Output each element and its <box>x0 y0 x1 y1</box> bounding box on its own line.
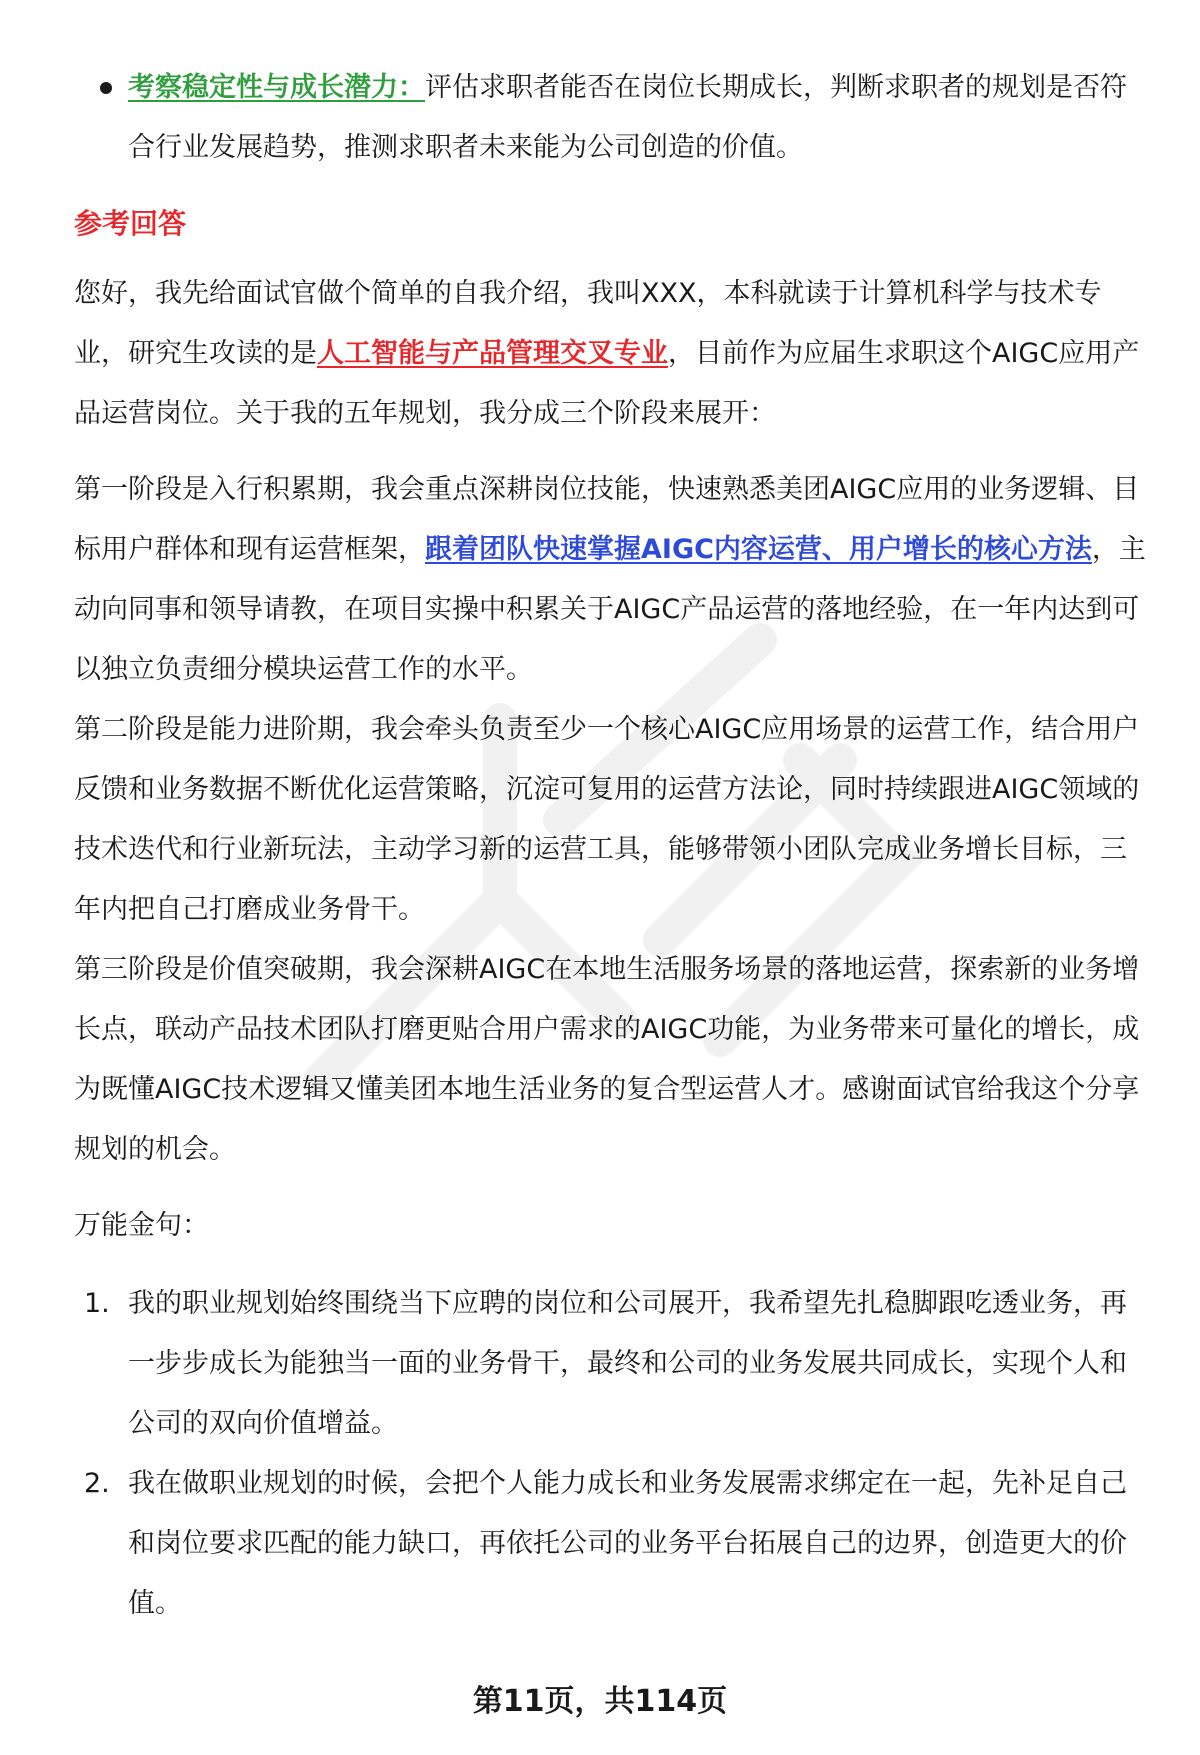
list-item <box>74 1454 1150 1634</box>
stage3-paragraph: 第三阶段是价值突破期，我会深耕AIGC在本地生活服务场景的落地运营，探索新的业务增长点，联动产品技术团队打磨更贴合用户需求的AIGC功能，为业务带来可量化的增长，成为既懂AIGC技术逻辑又懂美团本地生活业务的复合型运营人才。感谢面试官给我这个分享规划的机会。 <box>74 954 1140 1165</box>
list-number: 2. <box>84 1468 110 1499</box>
list-item-text: 我在做职业规划的时候，会把个人能力成长和业务发展需求绑定在一起，先补足自己和岗位要求匹配的能力缺口，再依托公司的业务平台拓展自己的边界，创造更大的价值。 <box>128 1468 1127 1619</box>
intro-text-part2: ，目前作为应届生求职这个AIGC应用产品运营岗位。关于我的五年规划，我分成三个阶段来展开： <box>74 338 1140 429</box>
stage1-highlight: 跟着团队快速掌握AIGC内容运营、用户增长的核心方法 <box>425 534 1092 565</box>
intro-text-part1: 您好，我先给面试官做个简单的自我介绍，我叫XXX，本科就读于计算机科学与技术专业，研究生攻读的是 <box>74 278 1102 369</box>
intro-paragraph <box>74 264 1150 444</box>
bullet-label: 考察稳定性与成长潜力： <box>128 72 425 103</box>
list-item <box>74 1274 1150 1454</box>
stage1-text-part1: 第一阶段是入行积累期，我会重点深耕岗位技能，快速熟悉美团AIGC应用的业务逻辑、目标用户群体和现有运营框架， <box>74 474 1140 565</box>
bullet-item-stability <box>74 58 1150 178</box>
stage1-paragraph <box>74 460 1150 700</box>
main-content <box>74 58 1150 1634</box>
page-footer: 第11页，共114页 <box>472 1684 728 1719</box>
bullet-dot-icon <box>100 82 112 94</box>
list-item-text: 我的职业规划始终围绕当下应聘的岗位和公司展开，我希望先扎稳脚跟吃透业务，再一步步成长为能独当一面的业务骨干，最终和公司的业务发展共同成长，实现个人和公司的双向价值增益。 <box>128 1288 1127 1439</box>
section-title: 参考回答 <box>74 207 187 240</box>
stage1-text-part2: ，主动向同事和领导请教，在项目实操中积累关于AIGC产品运营的落地经验，在一年内达到可以独立负责细分模块运营工作的水平。 <box>74 534 1146 685</box>
golden-list <box>74 1274 1150 1634</box>
list-number: 1. <box>84 1288 110 1319</box>
golden-title: 万能金句： <box>74 1210 209 1241</box>
stage2-paragraph: 第二阶段是能力进阶期，我会牵头负责至少一个核心AIGC应用场景的运营工作，结合用户反馈和业务数据不断优化运营策略，沉淀可复用的运营方法论，同时持续跟进AIGC领域的技术迭代和行业新玩法，主动学习新的运营工具，能够带领小团队完成业务增长目标，三年内把自己打磨成业务骨干。 <box>74 714 1140 925</box>
intro-highlight: 人工智能与产品管理交叉专业 <box>317 338 668 369</box>
bullet-text: 评估求职者能否在岗位长期成长，判断求职者的规划是否符合行业发展趋势，推测求职者未来能为公司创造的价值。 <box>128 72 1127 163</box>
